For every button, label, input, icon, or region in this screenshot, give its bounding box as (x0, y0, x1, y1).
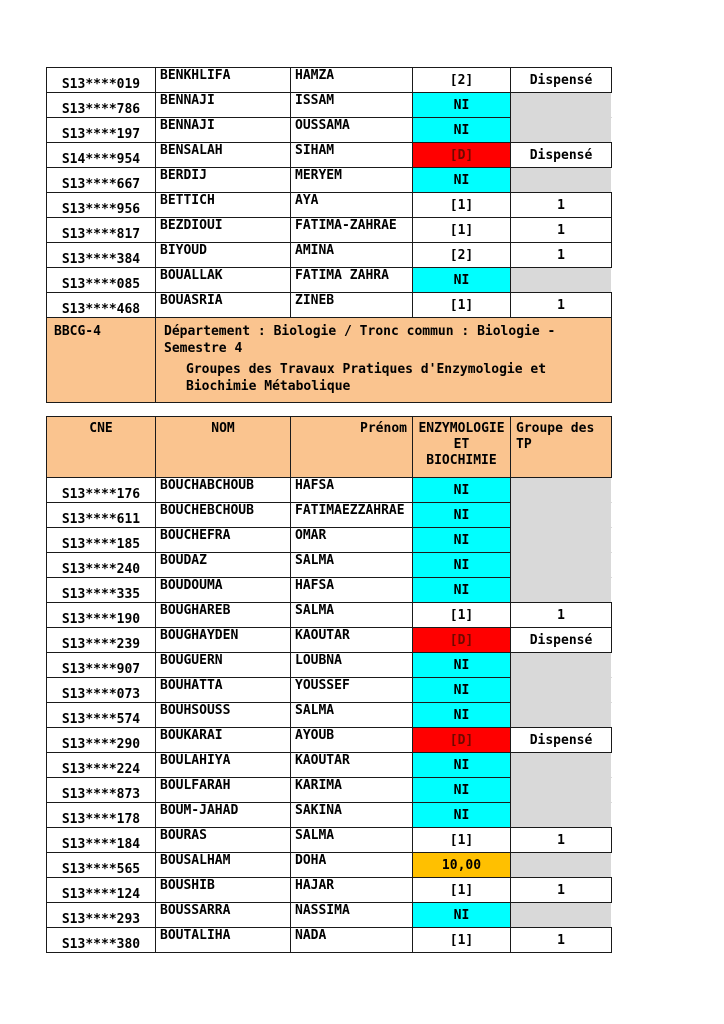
student-firstname: SAKINA (291, 803, 413, 828)
student-lastname: BOUKARAI (156, 728, 291, 753)
section-department-text: Département : Biologie / Tronc commun : Biologie - Semestre 4 (164, 324, 556, 356)
student-cne: S13****176 (47, 478, 156, 503)
student-grade-cell: NI (413, 753, 511, 778)
student-cne: S14****954 (47, 143, 156, 168)
student-lastname: BOUSSARRA (156, 903, 291, 928)
student-firstname: SIHAM (291, 143, 413, 168)
student-row (47, 168, 612, 193)
section-code: BBCG-4 (47, 318, 156, 403)
student-row (47, 143, 612, 168)
student-firstname: FATIMA ZAHRA (291, 268, 413, 293)
student-firstname: AMINA (291, 243, 413, 268)
student-row (47, 903, 612, 928)
student-firstname: LOUBNA (291, 653, 413, 678)
student-firstname: MERYEM (291, 168, 413, 193)
student-firstname: HAFSA (291, 478, 413, 503)
student-tp-group-cell (511, 168, 612, 193)
student-row (47, 728, 612, 753)
student-cne: S13****293 (47, 903, 156, 928)
student-grade-cell: [D] (413, 628, 511, 653)
student-cne: S13****907 (47, 653, 156, 678)
student-cne: S13****085 (47, 268, 156, 293)
student-firstname: KAOUTAR (291, 753, 413, 778)
student-firstname: HAMZA (291, 68, 413, 93)
student-lastname: BIYOUD (156, 243, 291, 268)
student-row (47, 578, 612, 603)
student-lastname: BOUHSOUSS (156, 703, 291, 728)
student-tp-group-cell (511, 93, 612, 118)
student-grade-cell: NI (413, 118, 511, 143)
document-content (46, 67, 611, 953)
table2-head (47, 417, 612, 478)
header-subject: ENZYMOLOGIE ET BIOCHIMIE (413, 417, 511, 478)
student-grade-cell: [1] (413, 928, 511, 953)
student-firstname: AYA (291, 193, 413, 218)
student-row (47, 703, 612, 728)
student-grade-cell: NI (413, 703, 511, 728)
student-grade-cell: NI (413, 503, 511, 528)
student-row (47, 778, 612, 803)
student-grade-cell: [1] (413, 218, 511, 243)
student-tp-group-cell (511, 703, 612, 728)
student-grade-cell: 10,00 (413, 853, 511, 878)
student-cne: S13****956 (47, 193, 156, 218)
student-lastname: BOUHATTA (156, 678, 291, 703)
table1-body (47, 68, 612, 403)
student-row (47, 268, 612, 293)
student-table-previous-section (46, 67, 612, 403)
student-firstname: OMAR (291, 528, 413, 553)
student-tp-group-cell: Dispensé (511, 143, 612, 168)
student-lastname: BENNAJI (156, 118, 291, 143)
student-cne: S13****384 (47, 243, 156, 268)
student-tp-group-cell: Dispensé (511, 68, 612, 93)
student-lastname: BOUCHEBCHOUB (156, 503, 291, 528)
student-row (47, 68, 612, 93)
student-cne: S13****574 (47, 703, 156, 728)
student-grade-cell: [1] (413, 603, 511, 628)
student-table-bbcg4 (46, 416, 612, 953)
student-tp-group-cell (511, 753, 612, 778)
student-row (47, 218, 612, 243)
header-prenom: Prénom (291, 417, 413, 478)
student-grade-cell: NI (413, 903, 511, 928)
student-lastname: BENSALAH (156, 143, 291, 168)
student-lastname: BOUSALHAM (156, 853, 291, 878)
student-tp-group-cell (511, 653, 612, 678)
student-lastname: BERDIJ (156, 168, 291, 193)
student-cne: S13****468 (47, 293, 156, 318)
student-cne: S13****817 (47, 218, 156, 243)
student-cne: S13****124 (47, 878, 156, 903)
student-lastname: BOURAS (156, 828, 291, 853)
student-cne: S13****873 (47, 778, 156, 803)
student-cne: S13****240 (47, 553, 156, 578)
student-cne: S13****565 (47, 853, 156, 878)
student-lastname: BETTICH (156, 193, 291, 218)
student-tp-group-cell (511, 803, 612, 828)
student-grade-cell: NI (413, 778, 511, 803)
student-cne: S13****190 (47, 603, 156, 628)
student-firstname: SALMA (291, 603, 413, 628)
student-grade-cell: NI (413, 653, 511, 678)
student-tp-group-cell: 1 (511, 928, 612, 953)
student-grade-cell: NI (413, 168, 511, 193)
header-cne: CNE (47, 417, 156, 478)
student-row (47, 293, 612, 318)
student-row (47, 753, 612, 778)
student-tp-group-cell: Dispensé (511, 728, 612, 753)
student-row (47, 243, 612, 268)
student-row (47, 193, 612, 218)
student-grade-cell: [1] (413, 293, 511, 318)
student-lastname: BENKHLIFA (156, 68, 291, 93)
student-grade-cell: [1] (413, 193, 511, 218)
student-firstname: HAJAR (291, 878, 413, 903)
student-lastname: BEZDIOUI (156, 218, 291, 243)
student-tp-group-cell: 1 (511, 218, 612, 243)
student-cne: S13****197 (47, 118, 156, 143)
student-grade-cell: [2] (413, 243, 511, 268)
student-tp-group-cell (511, 503, 612, 528)
student-tp-group-cell (511, 528, 612, 553)
student-lastname: BOUASRIA (156, 293, 291, 318)
student-tp-group-cell (511, 853, 612, 878)
student-row (47, 628, 612, 653)
student-firstname: NADA (291, 928, 413, 953)
header-tp-group: Groupe des TP (511, 417, 612, 478)
student-row (47, 603, 612, 628)
student-firstname: ZINEB (291, 293, 413, 318)
student-row (47, 678, 612, 703)
student-firstname: SALMA (291, 703, 413, 728)
student-grade-cell: NI (413, 553, 511, 578)
section-title-cell (156, 318, 612, 403)
student-firstname: ISSAM (291, 93, 413, 118)
student-cne: S13****178 (47, 803, 156, 828)
student-grade-cell: NI (413, 678, 511, 703)
student-row (47, 878, 612, 903)
student-tp-group-cell (511, 478, 612, 503)
student-lastname: BOUSHIB (156, 878, 291, 903)
student-grade-cell: NI (413, 93, 511, 118)
student-row (47, 853, 612, 878)
student-lastname: BOUGHAYDEN (156, 628, 291, 653)
student-lastname: BOUDAZ (156, 553, 291, 578)
student-row (47, 653, 612, 678)
student-cne: S13****786 (47, 93, 156, 118)
student-lastname: BOUCHEFRA (156, 528, 291, 553)
student-grade-cell: NI (413, 268, 511, 293)
student-cne: S13****184 (47, 828, 156, 853)
student-lastname: BOUTALIHA (156, 928, 291, 953)
section-header-row (47, 318, 612, 403)
table-header-row (47, 417, 612, 478)
student-grade-cell: NI (413, 528, 511, 553)
section-tp-groups-text: Groupes des Travaux Pratiques d'Enzymologie et Biochimie Métabolique (186, 362, 547, 394)
student-firstname: HAFSA (291, 578, 413, 603)
student-tp-group-cell (511, 118, 612, 143)
student-row (47, 118, 612, 143)
student-grade-cell: [D] (413, 728, 511, 753)
student-cne: S13****667 (47, 168, 156, 193)
student-firstname: SALMA (291, 828, 413, 853)
student-row (47, 553, 612, 578)
student-tp-group-cell: Dispensé (511, 628, 612, 653)
student-row (47, 828, 612, 853)
student-lastname: BOUGUERN (156, 653, 291, 678)
student-firstname: DOHA (291, 853, 413, 878)
student-cne: S13****290 (47, 728, 156, 753)
student-row (47, 93, 612, 118)
student-row (47, 503, 612, 528)
student-firstname: KAOUTAR (291, 628, 413, 653)
student-tp-group-cell: 1 (511, 243, 612, 268)
student-row (47, 528, 612, 553)
student-row (47, 803, 612, 828)
student-tp-group-cell (511, 903, 612, 928)
student-tp-group-cell: 1 (511, 828, 612, 853)
student-cne: S13****611 (47, 503, 156, 528)
student-tp-group-cell: 1 (511, 878, 612, 903)
student-cne: S13****185 (47, 528, 156, 553)
student-cne: S13****224 (47, 753, 156, 778)
student-firstname: AYOUB (291, 728, 413, 753)
student-firstname: FATIMAEZZAHRAE (291, 503, 413, 528)
student-lastname: BOULFARAH (156, 778, 291, 803)
student-grade-cell: NI (413, 803, 511, 828)
student-firstname: OUSSAMA (291, 118, 413, 143)
student-tp-group-cell: 1 (511, 603, 612, 628)
student-firstname: SALMA (291, 553, 413, 578)
student-grade-cell: [D] (413, 143, 511, 168)
student-lastname: BOUCHABCHOUB (156, 478, 291, 503)
student-row (47, 478, 612, 503)
student-tp-group-cell: 1 (511, 193, 612, 218)
student-firstname: YOUSSEF (291, 678, 413, 703)
student-lastname: BOUGHAREB (156, 603, 291, 628)
student-grade-cell: NI (413, 578, 511, 603)
header-nom: NOM (156, 417, 291, 478)
student-firstname: KARIMA (291, 778, 413, 803)
student-tp-group-cell (511, 268, 612, 293)
student-row (47, 928, 612, 953)
student-lastname: BOUDOUMA (156, 578, 291, 603)
student-cne: S13****073 (47, 678, 156, 703)
student-tp-group-cell (511, 678, 612, 703)
table2-body (47, 478, 612, 953)
student-cne: S13****239 (47, 628, 156, 653)
student-grade-cell: [2] (413, 68, 511, 93)
student-tp-group-cell (511, 578, 612, 603)
student-tp-group-cell (511, 553, 612, 578)
student-grade-cell: NI (413, 478, 511, 503)
student-cne: S13****335 (47, 578, 156, 603)
student-tp-group-cell: 1 (511, 293, 612, 318)
student-firstname: FATIMA-ZAHRAE (291, 218, 413, 243)
student-cne: S13****019 (47, 68, 156, 93)
student-lastname: BOUALLAK (156, 268, 291, 293)
student-tp-group-cell (511, 778, 612, 803)
student-grade-cell: [1] (413, 828, 511, 853)
student-lastname: BOUM-JAHAD (156, 803, 291, 828)
student-grade-cell: [1] (413, 878, 511, 903)
student-firstname: NASSIMA (291, 903, 413, 928)
student-cne: S13****380 (47, 928, 156, 953)
student-lastname: BOULAHIYA (156, 753, 291, 778)
student-lastname: BENNAJI (156, 93, 291, 118)
